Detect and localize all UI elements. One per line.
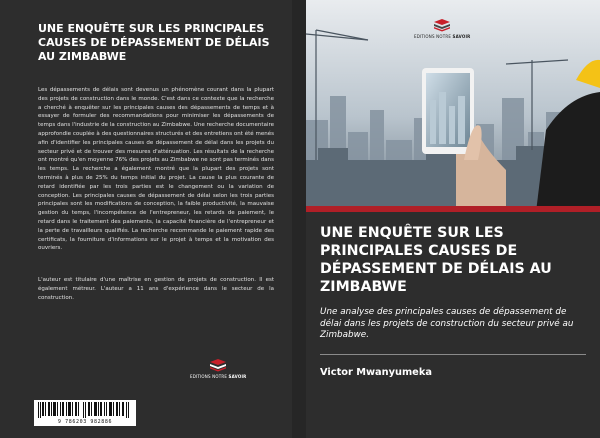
front-publisher-logo — [414, 18, 470, 39]
title-divider — [320, 354, 586, 355]
front-publisher-name: EDITIONS NOTRE SAVOIR — [414, 34, 471, 39]
front-cover-title: UNE ENQUÊTE SUR LES PRINCIPALES CAUSES DE DÉPASSEMENT DE DÉLAIS AU ZIMBABWE — [320, 225, 552, 295]
publisher-logo-icon — [208, 358, 228, 372]
front-cover — [306, 0, 600, 438]
back-cover — [0, 0, 292, 438]
isbn-number: 9 786203 982886 — [57, 419, 113, 425]
publisher-logo-icon — [432, 18, 452, 32]
back-cover-summary: Les dépassements de délais sont devenus un phénomène courant dans la plupart des projets de construction dans le monde. C'est dans ce contexte que la recherche a cherché à enquêter sur les principales causes des dépassements de temps et à essayer de formuler des recommandations pour minimiser les dépassements de temps dans l'industrie de la construction au Zimbabwe. Une recherche documentaire approfondie couplée à des questionnaires structurés et des entretiens ont été menés afin d'identifier les principales causes de dépassement de délai dans les projets du secteur privé et de trouver des mesures d'atténuation. Les résultats de la recherche ont montré qu'en moyenne 76% des projets au Zimbabwe ne sont pas terminés dans les temps. La recherche a également montré que la plupart des projets sont terminés à plus de 25% du temps initial du projet. La cause la plus courante de retard identifiée par les trois parties est le changement ou la variation de conception. Les principales causes de dépassement de délai selon les trois parties principales sont les modifications de conception, la faible productivité, la mauvaise gestion du temps, l'incompétence de l'entrepreneur, les retards de paiement, le retard dans le traitement des paiements, la capacité financière de l'entrepreneur et la perte de travailleurs qualifiés. La recherche recommande le paiement rapide des certificats, la fourniture d'informations sur le projet à temps et la motivation des ouvriers. — [38, 87, 274, 252]
front-cover-subtitle: Une analyse des principales causes de dépassement de délai dans les projets de construction du secteur privé au Zimbabwe. — [320, 307, 574, 340]
book-spine — [292, 0, 306, 438]
back-cover-title: UNE ENQUÊTE SUR LES PRINCIPALES CAUSES DE DÉPASSEMENT DE DÉLAIS AU ZIMBABWE — [38, 22, 270, 63]
publisher-name: EDITIONS NOTRE SAVOIR — [190, 374, 247, 379]
publisher-logo — [190, 358, 246, 379]
barcode-icon — [38, 402, 132, 418]
front-cover-author: Victor Mwanyumeka — [320, 367, 432, 378]
isbn-barcode — [34, 400, 136, 426]
back-cover-author-bio: L'auteur est titulaire d'une maîtrise en gestion de projets de construction. Il est également métreur. L'auteur a 11 ans d'expérience dans le secteur de la construction. — [38, 277, 274, 301]
